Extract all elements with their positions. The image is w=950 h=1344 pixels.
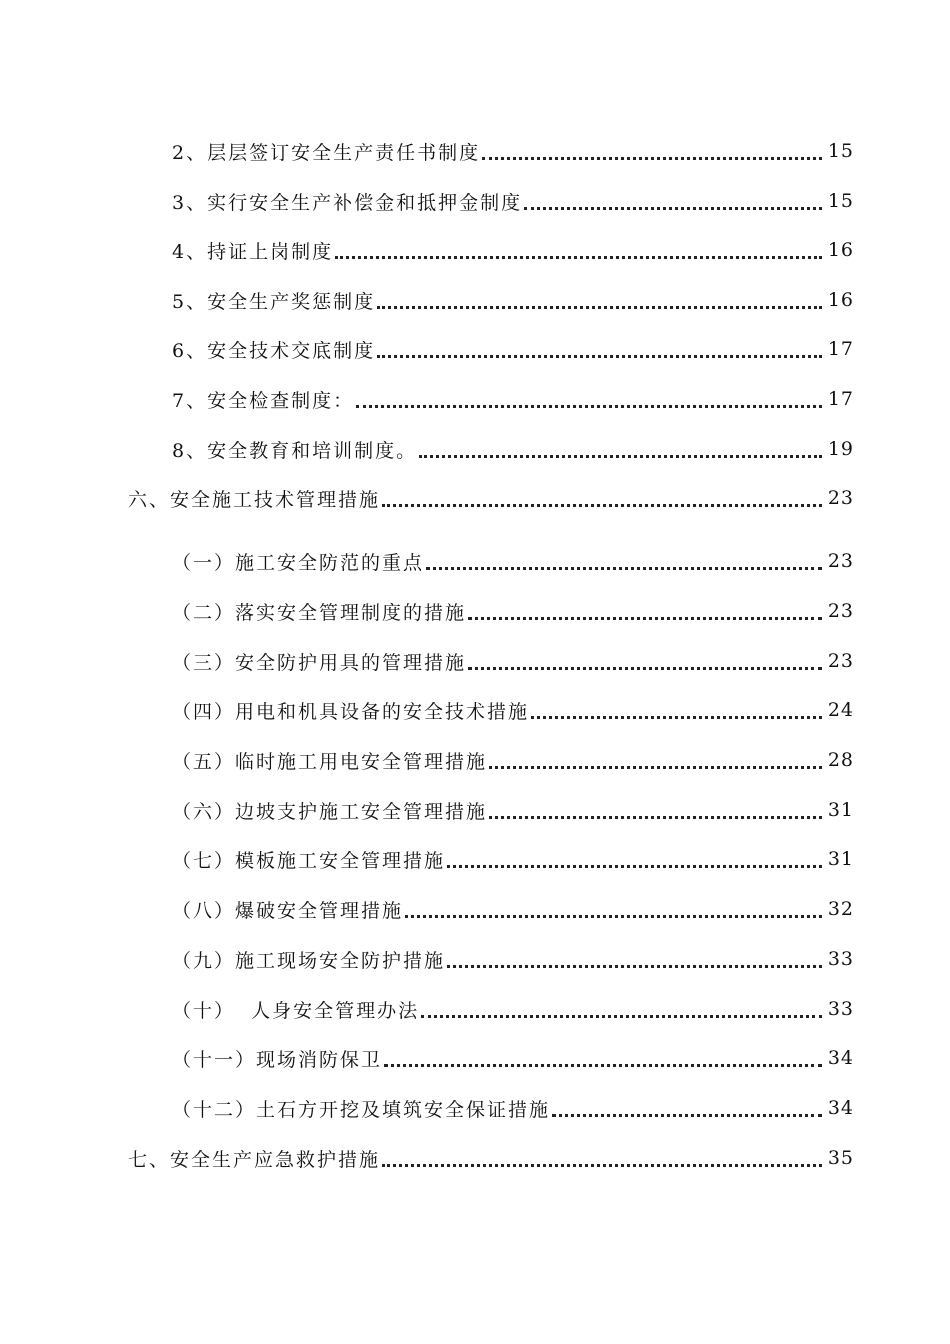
toc-entry[interactable]	[172, 744, 854, 776]
toc-entry[interactable]	[172, 993, 854, 1025]
toc-entry-page: 23	[827, 650, 854, 672]
toc-entry-page: 15	[827, 140, 854, 162]
toc-entry-title: 6、安全技术交底制度	[172, 339, 376, 362]
toc-entry[interactable]	[172, 645, 854, 677]
toc-entry-page: 15	[827, 190, 854, 212]
toc-entry-title: 2、层层签订安全生产责任书制度	[172, 141, 481, 164]
toc-entry-page: 34	[827, 1097, 854, 1119]
toc-entry-title: （十二）土石方开挖及填筑安全保证措施	[172, 1098, 551, 1121]
toc-dot-leader	[524, 187, 822, 210]
toc-entry[interactable]	[128, 1142, 854, 1174]
toc-entry[interactable]	[172, 333, 854, 365]
toc-entry-page: 28	[827, 749, 854, 771]
toc-dot-leader	[468, 597, 822, 620]
toc-dot-leader	[489, 746, 822, 769]
toc-entry[interactable]	[172, 234, 854, 266]
toc-dot-leader	[356, 385, 822, 408]
toc-entry-page: 16	[827, 239, 854, 261]
toc-entry-title: （五）临时施工用电安全管理措施	[172, 750, 488, 773]
toc-entry-title: 七、安全生产应急救护措施	[128, 1148, 381, 1171]
toc-entry-page: 33	[827, 948, 854, 970]
toc-entry-page: 17	[827, 388, 854, 410]
toc-entry[interactable]	[128, 482, 854, 514]
toc-dot-leader	[421, 995, 822, 1018]
toc-entry-page: 32	[827, 898, 854, 920]
toc-entry-title: （六）边坡支护施工安全管理措施	[172, 800, 488, 823]
toc-entry-title: 7、安全检查制度：	[172, 389, 355, 412]
toc-entry-title: 3、实行安全生产补偿金和抵押金制度	[172, 191, 523, 214]
toc-entry-page: 19	[827, 438, 854, 460]
toc-dot-leader	[552, 1094, 822, 1117]
toc-entry-title: （十） 人身安全管理办法	[172, 999, 420, 1022]
toc-entry[interactable]	[172, 284, 854, 316]
toc-dot-leader	[447, 945, 822, 968]
toc-entry-title: 4、持证上岗制度	[172, 240, 334, 263]
toc-dot-leader	[382, 1144, 822, 1167]
toc-entry-page: 24	[827, 699, 854, 721]
toc-dot-leader	[405, 895, 822, 918]
toc-entry-title: （一）施工安全防范的重点	[172, 551, 425, 574]
toc-entry-title: （三）安全防护用具的管理措施	[172, 651, 467, 674]
toc-dot-leader	[468, 647, 822, 670]
toc-entry[interactable]	[172, 943, 854, 975]
toc-entry-page: 35	[827, 1147, 854, 1169]
toc-entry[interactable]	[172, 135, 854, 167]
toc-dot-leader	[382, 484, 822, 507]
toc-entry-title: （四）用电和机具设备的安全技术措施	[172, 700, 530, 723]
toc-entry-page: 33	[827, 998, 854, 1020]
toc-entry-page: 23	[827, 550, 854, 572]
toc-entry-page: 23	[827, 487, 854, 509]
toc-dot-leader	[482, 137, 822, 160]
toc-entry[interactable]	[172, 794, 854, 826]
toc-entry[interactable]	[172, 1042, 854, 1074]
toc-entry[interactable]	[172, 843, 854, 875]
toc-dot-leader	[384, 1044, 822, 1067]
toc-entry[interactable]	[172, 545, 854, 577]
toc-entry-page: 31	[827, 799, 854, 821]
toc-entry[interactable]	[172, 433, 854, 465]
toc-entry-title: （十一）现场消防保卫	[172, 1048, 383, 1071]
toc-entry[interactable]	[172, 383, 854, 415]
toc-entry-page: 16	[827, 289, 854, 311]
toc-entry[interactable]	[172, 694, 854, 726]
toc-dot-leader	[447, 845, 822, 868]
toc-dot-leader	[377, 286, 822, 309]
toc-entry-title: （七）模板施工安全管理措施	[172, 849, 446, 872]
toc-dot-leader	[426, 547, 822, 570]
toc-dot-leader	[419, 435, 822, 458]
toc-dot-leader	[531, 696, 822, 719]
toc-entry[interactable]	[172, 893, 854, 925]
toc-dot-leader	[489, 796, 822, 819]
toc-entry-page: 31	[827, 848, 854, 870]
toc-entry-title: （八）爆破安全管理措施	[172, 899, 404, 922]
toc-entry[interactable]	[172, 1092, 854, 1124]
toc-entry[interactable]	[172, 185, 854, 217]
toc-entry-page: 34	[827, 1047, 854, 1069]
toc-entry[interactable]	[172, 595, 854, 627]
toc-entry-page: 17	[827, 338, 854, 360]
toc-entry-title: 六、安全施工技术管理措施	[128, 488, 381, 511]
toc-entry-title: 8、安全教育和培训制度。	[172, 439, 418, 462]
toc-entry-title: （九）施工现场安全防护措施	[172, 949, 446, 972]
toc-dot-leader	[377, 335, 822, 358]
toc-entry-page: 23	[827, 600, 854, 622]
toc-entry-title: 5、安全生产奖惩制度	[172, 290, 376, 313]
toc-dot-leader	[335, 236, 822, 259]
toc-entry-title: （二）落实安全管理制度的措施	[172, 601, 467, 624]
